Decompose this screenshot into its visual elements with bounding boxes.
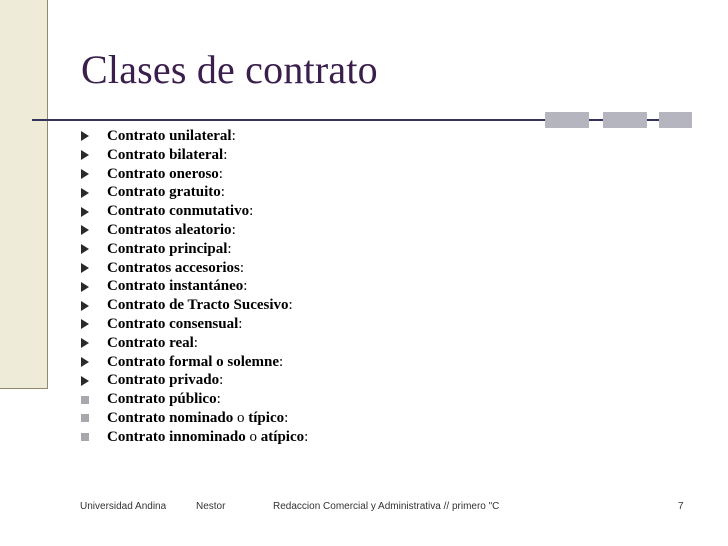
rule-accent-block [659, 112, 692, 128]
list-item [79, 390, 308, 409]
contract-types-list [79, 127, 308, 447]
item-term: Contrato nominado [107, 409, 234, 426]
list-item [79, 371, 308, 390]
left-decorative-band [0, 0, 48, 389]
rule-accent-block [603, 112, 647, 128]
list-item [79, 259, 308, 278]
item-term: Contrato formal o solemne [107, 353, 280, 370]
list-item [79, 202, 308, 221]
footer-institution: Universidad Andina [80, 501, 166, 512]
item-term: Contrato instantáneo [107, 278, 244, 295]
item-term: Contrato real [107, 334, 194, 351]
item-term-alt: atípico [260, 428, 305, 445]
item-term: Contrato unilateral [107, 128, 232, 144]
item-colon: : [193, 334, 198, 351]
item-term: Contrato principal [107, 240, 228, 257]
arrow-bullet-icon [81, 282, 89, 292]
item-term: Contrato gratuito [107, 184, 221, 201]
square-bullet-icon [81, 433, 89, 441]
item-term: Contrato consensual [107, 315, 239, 332]
list-item [79, 221, 308, 240]
slide-title: Clases de contrato [81, 47, 378, 92]
item-connector: o [233, 409, 249, 426]
square-bullet-icon [81, 396, 89, 404]
item-colon: : [284, 409, 289, 426]
arrow-bullet-icon [81, 150, 89, 160]
item-colon: : [279, 353, 284, 370]
list-item [79, 240, 308, 259]
footer-course: Redaccion Comercial y Administrativa // primero "C [273, 501, 500, 512]
item-colon: : [288, 297, 293, 314]
arrow-bullet-icon [81, 188, 89, 198]
arrow-bullet-icon [81, 357, 89, 367]
item-term: Contratos accesorios [107, 259, 240, 276]
footer-author: Nestor [196, 501, 226, 512]
item-term: Contratos aleatorio [107, 221, 232, 238]
list-item [79, 334, 308, 353]
list-item [79, 409, 308, 428]
item-colon: : [304, 428, 309, 445]
item-term: Contrato conmutativo [107, 203, 250, 220]
arrow-bullet-icon [81, 225, 89, 235]
item-colon: : [243, 278, 248, 295]
item-term: Contrato público [107, 391, 217, 408]
list-item [79, 315, 308, 334]
arrow-bullet-icon [81, 301, 89, 311]
list-item [79, 127, 308, 146]
item-colon: : [216, 391, 221, 408]
list-item [79, 428, 308, 447]
item-term: Contrato bilateral [107, 146, 224, 163]
item-term: Contrato de Tracto Sucesivo [107, 297, 289, 314]
arrow-bullet-icon [81, 207, 89, 217]
list-item [79, 277, 308, 296]
arrow-bullet-icon [81, 263, 89, 273]
arrow-bullet-icon [81, 319, 89, 329]
list-item [79, 296, 308, 315]
rule-accent-block [545, 112, 589, 128]
item-colon: : [231, 221, 236, 238]
item-colon: : [218, 165, 223, 182]
arrow-bullet-icon [81, 338, 89, 348]
item-term: Contrato oneroso [107, 165, 219, 182]
item-term: Contrato innominado [107, 428, 246, 445]
arrow-bullet-icon [81, 169, 89, 179]
item-colon: : [220, 184, 225, 201]
list-item [79, 183, 308, 202]
arrow-bullet-icon [81, 244, 89, 254]
arrow-bullet-icon [81, 376, 89, 386]
item-colon: : [219, 372, 224, 389]
item-colon: : [231, 128, 236, 144]
item-colon: : [249, 203, 254, 220]
item-colon: : [239, 259, 245, 276]
square-bullet-icon [81, 414, 89, 422]
item-colon: : [223, 146, 228, 163]
arrow-bullet-icon [81, 131, 89, 141]
item-connector: o [245, 428, 261, 445]
list-item [79, 165, 308, 184]
list-item [79, 146, 308, 165]
page-number: 7 [678, 501, 684, 512]
item-colon: : [238, 315, 243, 332]
item-colon: : [227, 240, 232, 257]
list-item [79, 353, 308, 372]
item-term-alt: típico [248, 409, 285, 426]
item-term: Contrato privado [107, 372, 220, 389]
title-underline [32, 119, 692, 121]
